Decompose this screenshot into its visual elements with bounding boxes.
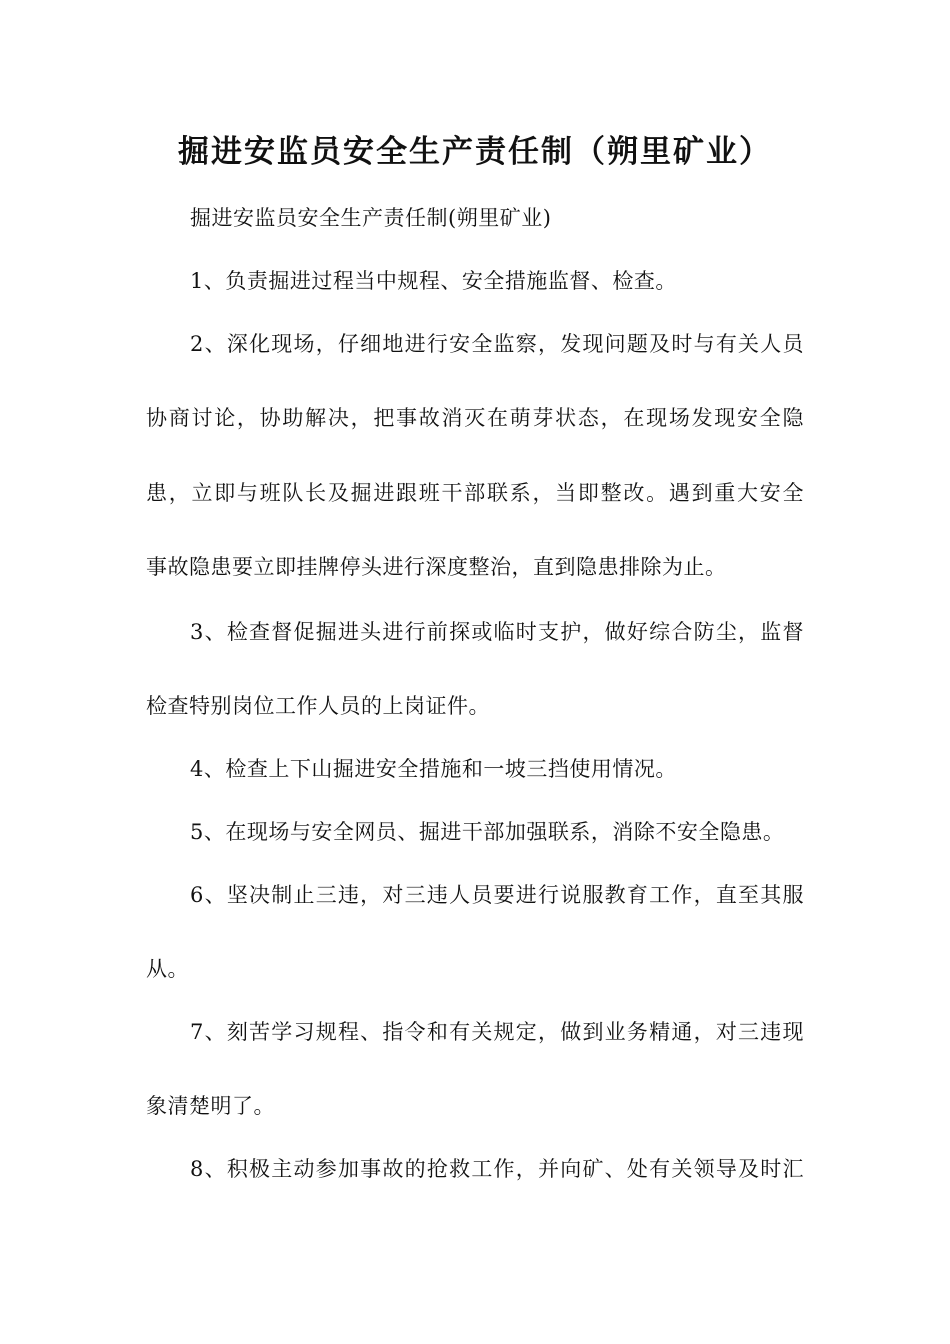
paragraph-line: 6、坚决制止三违，对三违人员要进行说服教育工作，直至其服 (190, 883, 804, 907)
paragraph-line: 5、在现场与安全网员、掘进干部加强联系，消除不安全隐患。 (190, 820, 785, 844)
paragraph-line: 从。 (146, 957, 189, 981)
paragraph-line: 4、检查上下山掘进安全措施和一坡三挡使用情况。 (190, 757, 677, 781)
paragraph-line: 患，立即与班队长及掘进跟班干部联系，当即整改。遇到重大安全 (146, 481, 804, 505)
paragraph-line: 检查特别岗位工作人员的上岗证件。 (146, 694, 490, 718)
document-title: 掘进安监员安全生产责任制（朔里矿业） (178, 134, 772, 170)
paragraph-line: 3、检查督促掘进头进行前探或临时支护，做好综合防尘，监督 (190, 620, 804, 644)
paragraph-line: 事故隐患要立即挂牌停头进行深度整治，直到隐患排除为止。 (146, 555, 727, 579)
paragraph-line: 2、深化现场，仔细地进行安全监察，发现问题及时与有关人员 (190, 332, 804, 356)
subtitle-line: 掘进安监员安全生产责任制(朔里矿业) (190, 206, 552, 230)
paragraph-line: 1、负责掘进过程当中规程、安全措施监督、检查。 (190, 269, 677, 293)
paragraph-line: 7、刻苦学习规程、指令和有关规定，做到业务精通，对三违现 (190, 1020, 804, 1044)
paragraph-line: 象清楚明了。 (146, 1094, 275, 1118)
paragraph-line: 8、积极主动参加事故的抢救工作，并向矿、处有关领导及时汇 (190, 1157, 804, 1181)
paragraph-line: 协商讨论，协助解决，把事故消灭在萌芽状态，在现场发现安全隐 (146, 406, 804, 430)
